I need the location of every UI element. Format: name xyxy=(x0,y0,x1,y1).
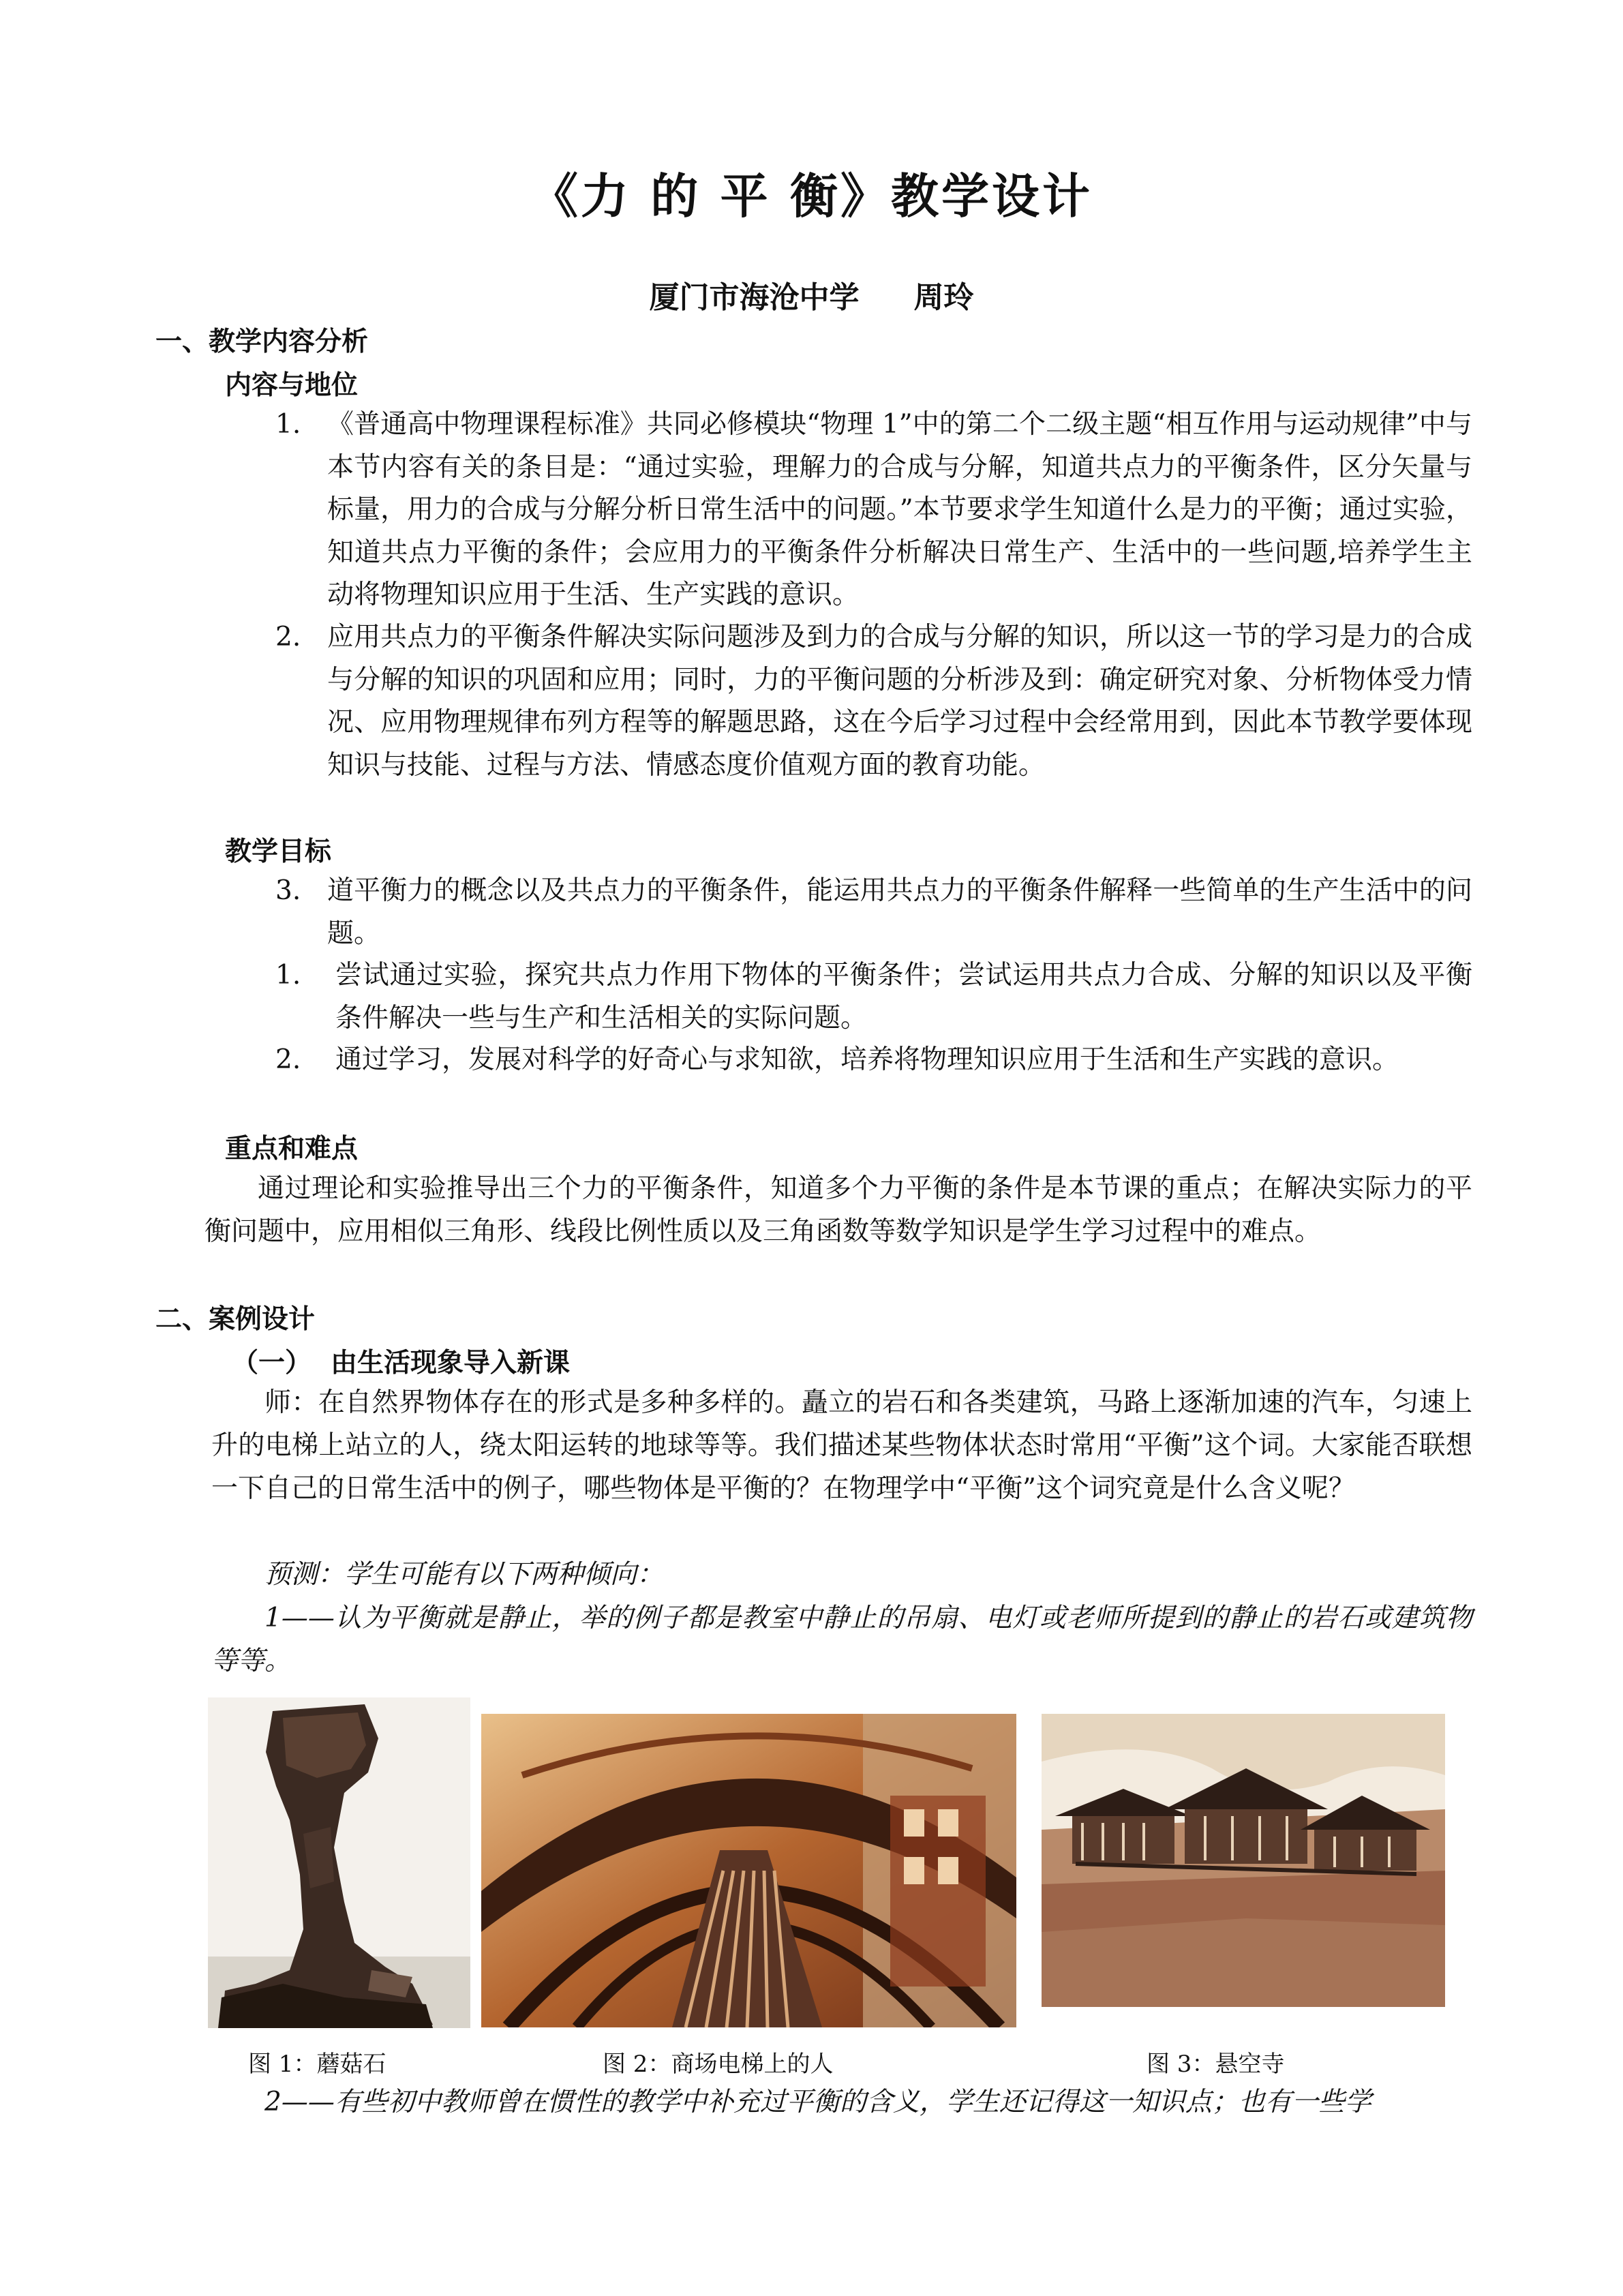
subheading-number: （一） xyxy=(232,1348,312,1378)
figure-mushroom-rock-image xyxy=(208,1697,470,2028)
item-text: 通过学习，发展对科学的好奇心与求知欲，培养将物理知识应用于生活和生产实践的意识。 xyxy=(335,1044,1399,1075)
item-number: 2. xyxy=(275,622,301,652)
subheading-intro xyxy=(232,1342,570,1380)
figure-1-caption: 图 1：蘑菇石 xyxy=(248,2051,386,2078)
figure-3-caption: 图 3：悬空寺 xyxy=(1147,2051,1285,2078)
teacher-paragraph: 师：在自然界物体存在的形式是多种多样的。矗立的岩石和各类建筑，马路上逐渐加速的汽车，匀速上升的电梯上站立的人，绕太阳运转的地球等等。我们描述某些物体状态时常用“平衡”这个词。大家能否联想一下自己的日常生活中的例子，哪些物体是平衡的？在物理学中“平衡”这个词究竟是什么含义呢？ xyxy=(211,1387,1472,1504)
key-points-paragraph: 通过理论和实验推导出三个力的平衡条件，知道多个力平衡的条件是本节课的重点；在解决实际力的平衡问题中，应用相似三角形、线段比例性质以及三角函数等数学知识是学生学习过程中的难点。 xyxy=(204,1173,1472,1247)
subheading-content-position: 内容与地位 xyxy=(225,370,359,401)
author-name: 周玲 xyxy=(913,280,974,315)
author-line xyxy=(0,273,1623,316)
goal-item-3 xyxy=(275,870,1472,955)
prediction-line: 预测：学生可能有以下两种倾向： xyxy=(264,1559,664,1590)
item-number: 3. xyxy=(275,875,301,906)
item-text: 道平衡力的概念以及共点力的平衡条件，能运用共点力的平衡条件解释一些简单的生产生活中的问题。 xyxy=(327,875,1472,949)
section-heading-analysis: 一、教学内容分析 xyxy=(155,327,369,357)
subheading-text: 由生活现象导入新课 xyxy=(331,1348,571,1378)
goal-item-1 xyxy=(275,954,1472,1040)
figure-hanging-temple-image xyxy=(1042,1714,1445,2007)
item-number: 1. xyxy=(275,960,301,991)
item-text: 应用共点力的平衡条件解决实际问题涉及到力的合成与分解的知识，所以这一节的学习是力的合成与分解的知识的巩固和应用；同时，力的平衡问题的分析涉及到：确定研究对象、分析物体受力情况、应用物理规律布列方程等的解题思路，这在今后学习过程中会经常用到，因此本节教学要体现知识与技能、过程与方法、情感态度价值观方面的教育功能。 xyxy=(327,622,1472,781)
page-title: 《力 的 平 衡》教学设计 xyxy=(530,168,1093,224)
tendency-2-paragraph: 2——有些初中教师曾在惯性的教学中补充过平衡的含义，学生还记得这一知识点；也有一些学 xyxy=(264,2087,1371,2117)
item-number: 1. xyxy=(275,409,301,440)
item-text: 尝试通过实验，探究共点力作用下物体的平衡条件；尝试运用共点力合成、分解的知识以及平衡条件解决一些与生产和生活相关的实际问题。 xyxy=(335,960,1472,1033)
subheading-key-points: 重点和难点 xyxy=(225,1134,359,1164)
figure-escalator-image xyxy=(481,1714,1016,2027)
tendency-1-paragraph: 1——认为平衡就是静止，举的例子都是教室中静止的吊扇、电灯或老师所提到的静止的岩石或建筑物等等。 xyxy=(211,1603,1472,1676)
content-item-1 xyxy=(275,404,1472,617)
item-text: 《普通高中物理课程标准》共同必修模块“物理 1”中的第二个二级主题“相互作用与运动规律”中与本节内容有关的条目是：“通过实验，理解力的合成与分解，知道共点力的平衡条件，区分矢量与标量，用力的合成与分解分析日常生活中的问题。”本节要求学生知道什么是力的平衡；通过实验，知道共点力平衡的条件；会应用力的平衡条件分析解决日常生产、生活中的一些问题,培养学生主动将物理知识应用于生活、生产实践的意识。 xyxy=(327,409,1472,610)
figure-2-caption: 图 2：商场电梯上的人 xyxy=(603,2051,834,2078)
author-school: 厦门市海沧中学 xyxy=(649,280,860,315)
content-item-2 xyxy=(275,616,1472,787)
goal-item-2 xyxy=(275,1039,1472,1082)
item-number: 2. xyxy=(275,1044,301,1075)
subheading-goals: 教学目标 xyxy=(225,836,332,867)
section-heading-case: 二、案例设计 xyxy=(155,1304,316,1335)
